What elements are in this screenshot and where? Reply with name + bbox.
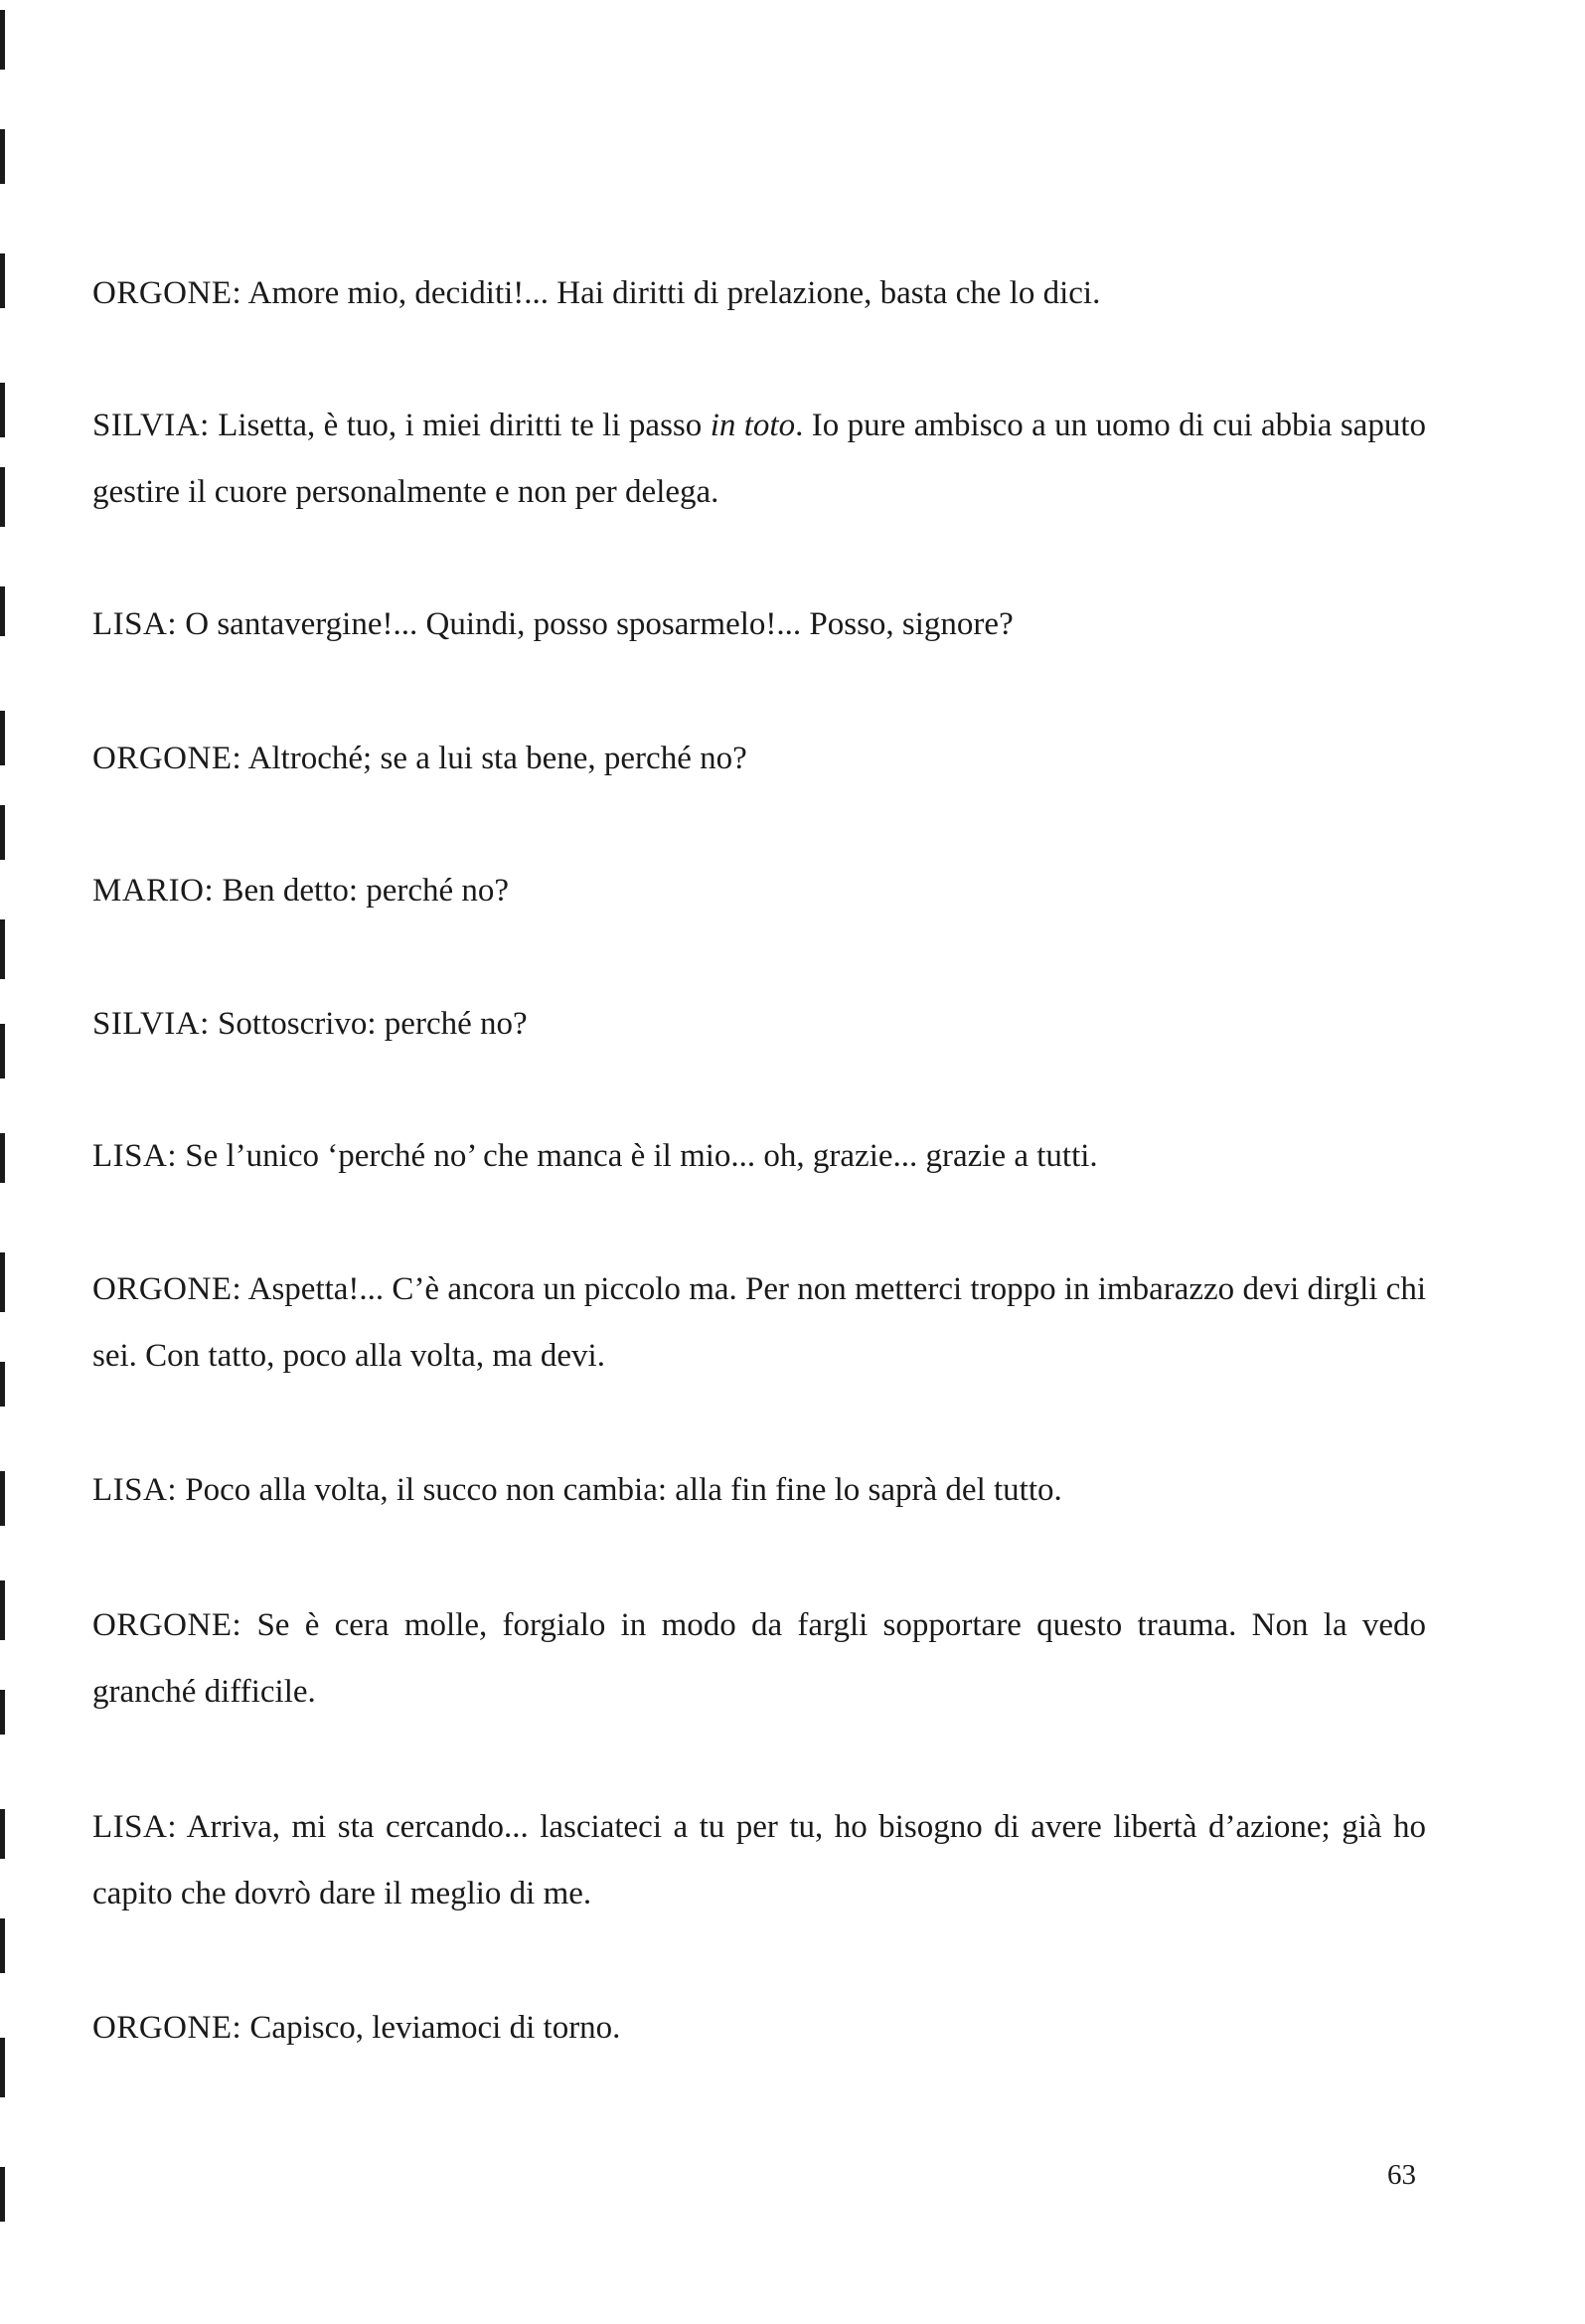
line-text: Se l’unico ‘perché no’ che manca è il mio... oh, grazie... grazie a tutti. bbox=[185, 1138, 1098, 1174]
scan-edge-mark bbox=[0, 1362, 5, 1407]
scan-edge-mark bbox=[0, 2167, 5, 2222]
speaker-name: LISA: bbox=[92, 1809, 177, 1845]
line-text: Poco alla volta, il succo non cambia: alla fin fine lo saprà del tutto. bbox=[185, 1472, 1062, 1508]
line-text: O santavergine!... Quindi, posso sposarmelo!... Posso, signore? bbox=[185, 606, 1014, 642]
line-text: . Io pure ambisco a un uomo di cui abbia saputo gestire il cuore personalmente e non per delega. bbox=[92, 408, 1426, 510]
scan-edge-mark bbox=[0, 805, 5, 860]
scan-edge-mark bbox=[0, 1809, 5, 1859]
scan-edge-mark bbox=[0, 1133, 5, 1183]
line-text: Ben detto: perché no? bbox=[222, 873, 510, 909]
dialogue-line bbox=[92, 991, 1426, 1058]
dialogue-line bbox=[92, 1794, 1426, 1927]
speaker-name: ORGONE: bbox=[92, 741, 242, 776]
scan-edge-mark bbox=[0, 2038, 5, 2097]
speaker-name: SILVIA: bbox=[92, 1006, 210, 1042]
scan-edge-mark bbox=[0, 383, 5, 437]
dialogue-line bbox=[92, 591, 1426, 658]
line-text: Se è cera molle, forgialo in modo da fargli sopportare questo trauma. Non la vedo granché difficile. bbox=[92, 1607, 1427, 1710]
speaker-name: ORGONE: bbox=[92, 1271, 242, 1307]
scan-edge-mark bbox=[0, 1471, 5, 1526]
scan-edge-mark bbox=[0, 711, 5, 765]
line-text: Capisco, leviamoci di torno. bbox=[249, 2010, 621, 2046]
dialogue-line bbox=[92, 393, 1426, 526]
speaker-name: MARIO: bbox=[92, 873, 215, 909]
line-text: Sottoscrivo: perché no? bbox=[218, 1006, 528, 1042]
line-text: Arriva, mi sta cercando... lasciateci a tu per tu, ho bisogno di avere libertà d’azione; già ho capito che dovrò dare il meglio di me. bbox=[92, 1809, 1426, 1911]
line-text: Aspetta!... C’è ancora un piccolo ma. Per non metterci troppo in imbarazzo devi dirgli chi sei. Con tatto, poco alla volta, ma devi. bbox=[92, 1271, 1426, 1374]
scan-edge-mark bbox=[0, 467, 5, 527]
scan-edge-mark bbox=[0, 129, 5, 184]
scan-edge-mark bbox=[0, 586, 5, 636]
speaker-name: LISA: bbox=[92, 1472, 177, 1508]
line-text: Lisetta, è tuo, i miei diritti te li passo bbox=[218, 408, 711, 443]
scan-edge-mark bbox=[0, 1580, 5, 1640]
italic-phrase: in toto bbox=[710, 408, 796, 443]
line-text: Amore mio, deciditi!... Hai diritti di prelazione, basta che lo dici. bbox=[247, 275, 1101, 311]
scan-edge-mark bbox=[0, 919, 5, 979]
scan-edge-mark bbox=[0, 253, 5, 308]
speaker-name: LISA: bbox=[92, 1138, 177, 1174]
speaker-name: LISA: bbox=[92, 606, 177, 642]
line-text: Altroché; se a lui sta bene, perché no? bbox=[247, 741, 747, 776]
dialogue-line bbox=[92, 726, 1426, 792]
dialogue-line bbox=[92, 1457, 1426, 1524]
scan-edge-mark bbox=[0, 1024, 5, 1079]
dialogue-line bbox=[92, 858, 1426, 924]
speaker-name: ORGONE: bbox=[92, 1607, 242, 1643]
dialogue-line bbox=[92, 1256, 1426, 1390]
page-number: 63 bbox=[1387, 2159, 1416, 2191]
dialogue-line bbox=[92, 1123, 1426, 1190]
scan-edge-mark bbox=[0, 10, 5, 70]
speaker-name: ORGONE: bbox=[92, 2010, 242, 2046]
scan-edge-mark bbox=[0, 1690, 5, 1735]
scan-edge-mark bbox=[0, 1252, 5, 1312]
dialogue-line bbox=[92, 1995, 1426, 2062]
dialogue-line bbox=[92, 260, 1426, 327]
speaker-name: ORGONE: bbox=[92, 275, 242, 311]
speaker-name: SILVIA: bbox=[92, 408, 210, 443]
scan-edge-mark bbox=[0, 1918, 5, 1973]
dialogue-line bbox=[92, 1592, 1426, 1726]
